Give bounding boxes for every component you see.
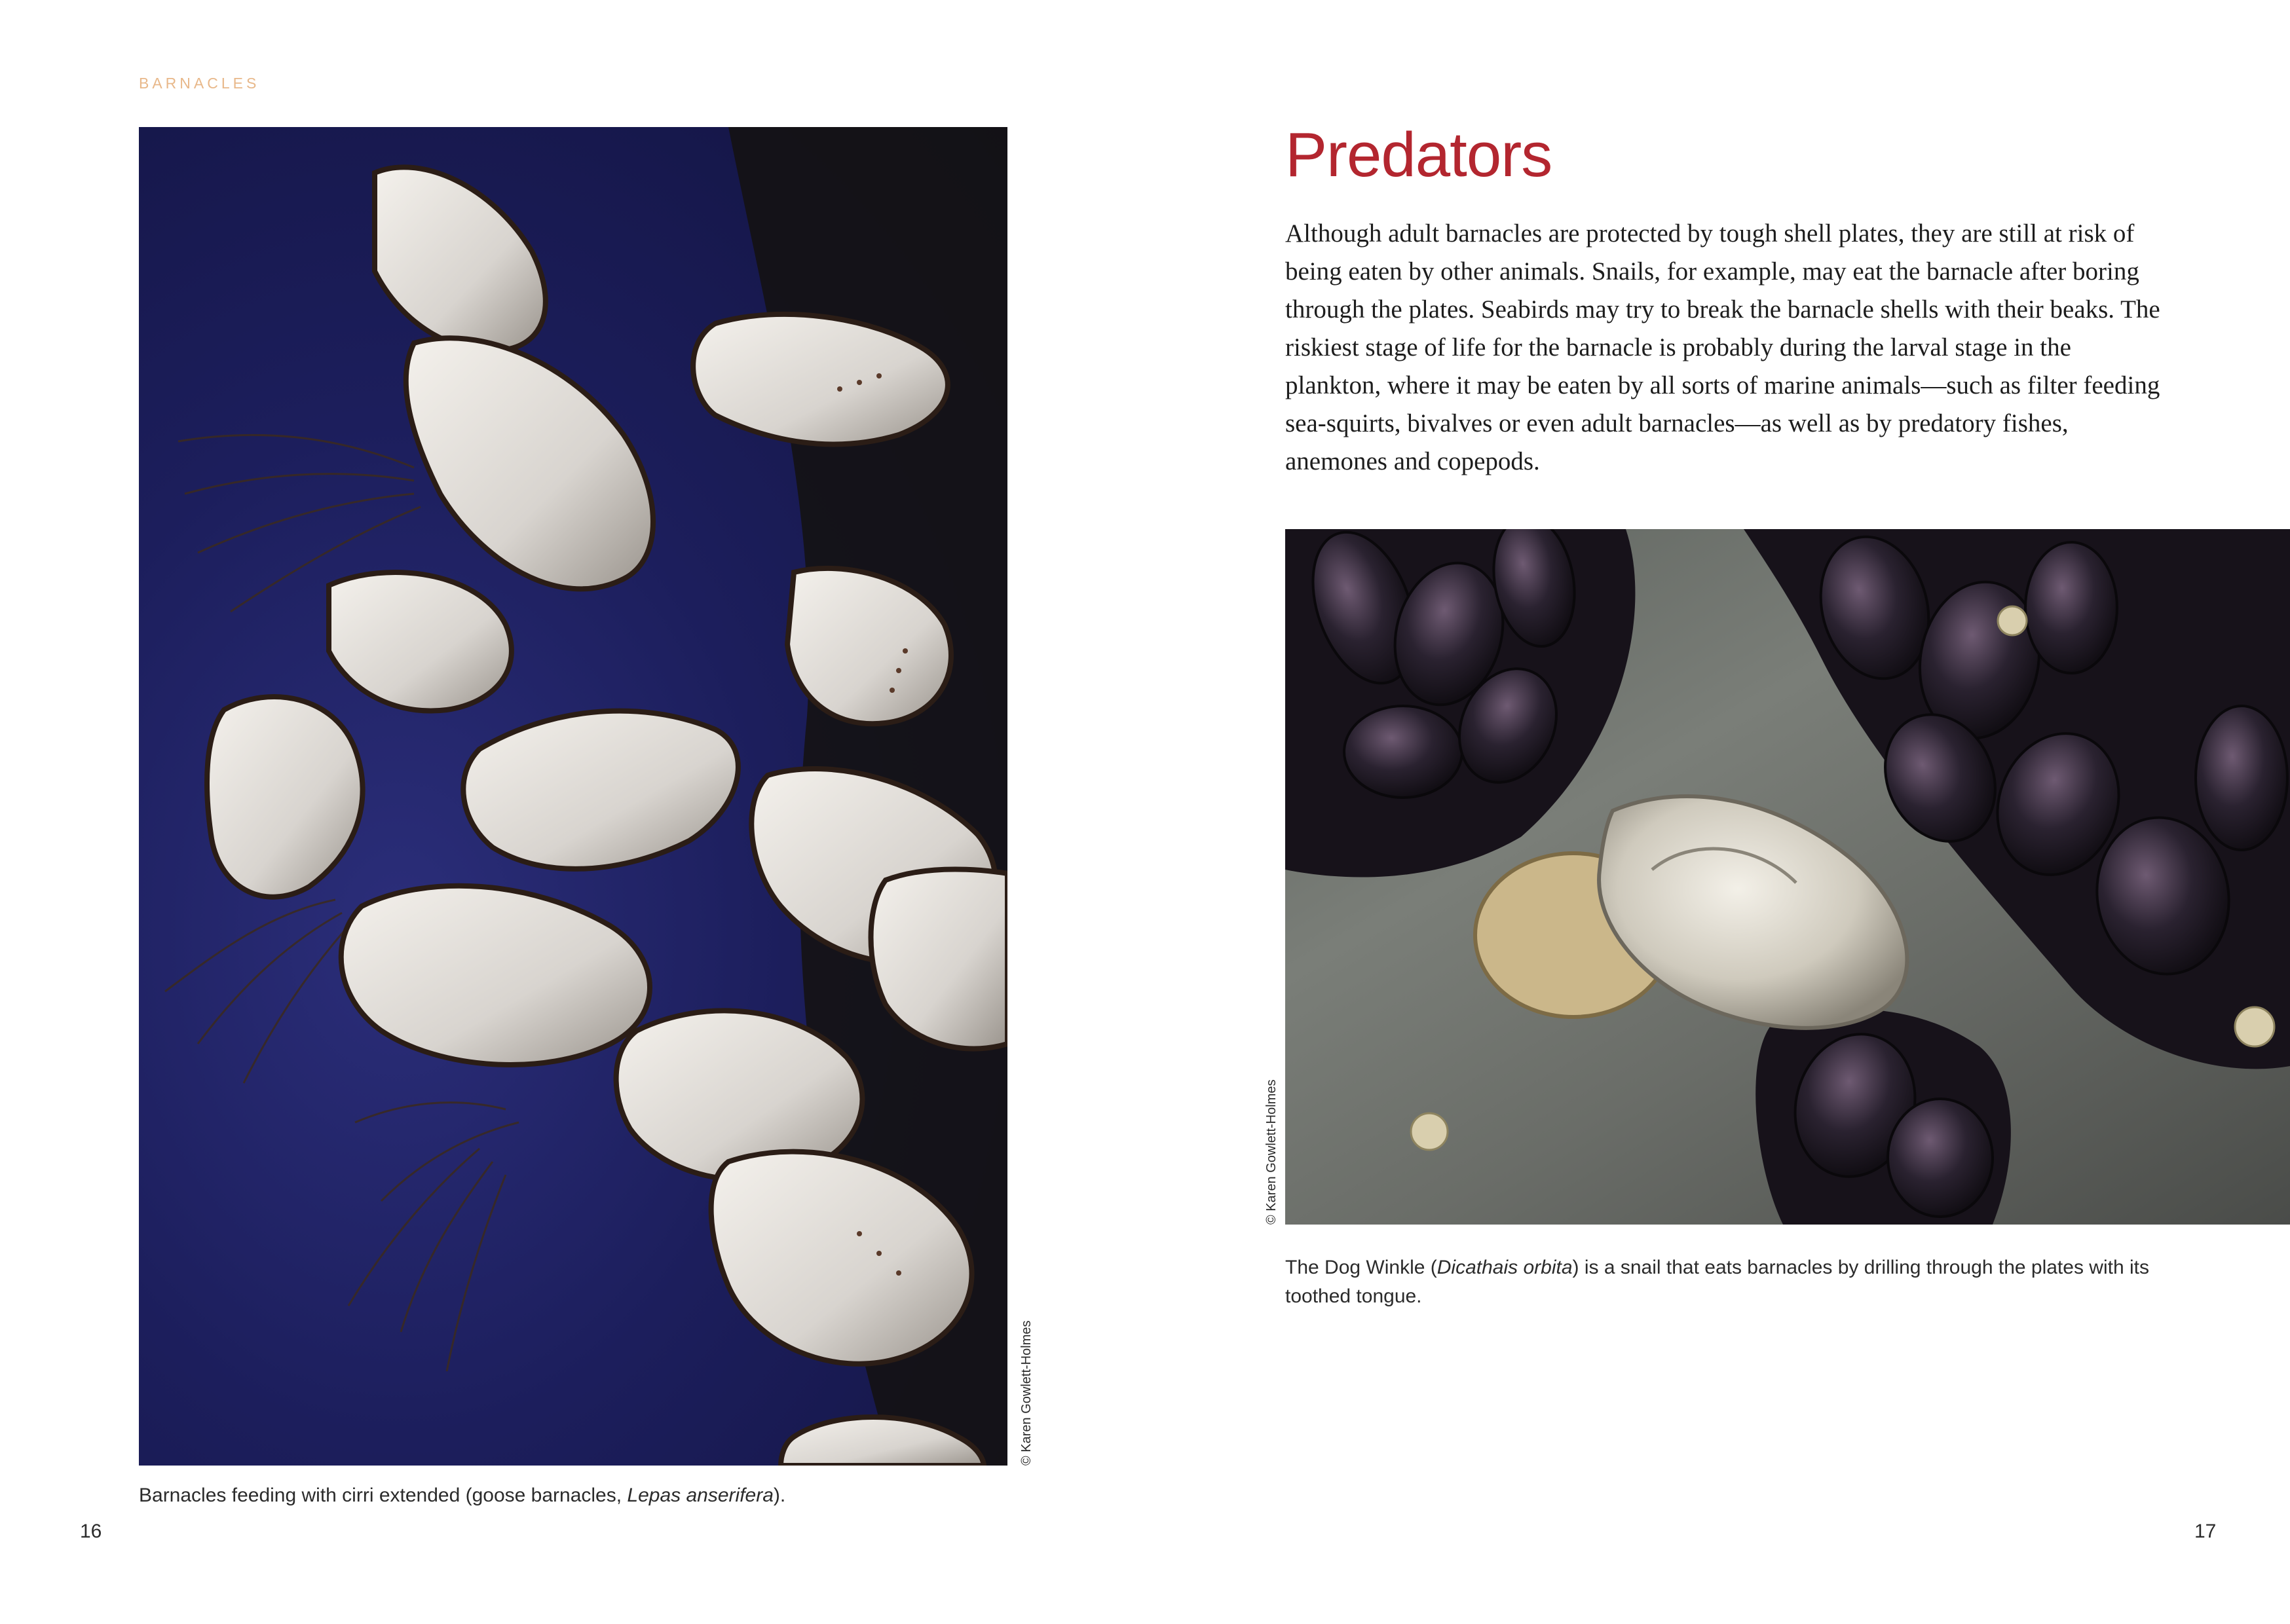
dog-winkle-photo <box>1285 529 2290 1225</box>
photo-credit-right: © Karen Gowlett-Holmes <box>1264 1079 1279 1225</box>
caption-left: Barnacles feeding with cirri extended (goose barnacles, Lepas anserifera). <box>139 1485 786 1506</box>
caption-right: The Dog Winkle (Dicathais orbita) is a snail that eats barnacles by drilling through the plates with its toothed tongue. <box>1285 1257 2149 1307</box>
running-head: BARNACLES <box>139 75 260 92</box>
section-heading: Predators <box>1285 120 1552 190</box>
goose-barnacles-photo <box>139 127 1007 1466</box>
photo-credit-left: © Karen Gowlett-Holmes <box>1019 1320 1034 1466</box>
page-number-right: 17 <box>2194 1521 2217 1542</box>
body-paragraph: Although adult barnacles are protected by tough shell plates, they are still at risk of being eaten by other animals. Snails, for example, may eat the barnacle after boring through the plates. Seabirds may try to break the barnacle shells with their beaks. The riskiest stage of life for the barnacle is probably during the larval stage in the plankton, where it may be eaten by all sorts of marine animals—such as filter feeding sea-squirts, bivalves or even adult barnacles—as well as by predatory fishes, anemones and copepods. <box>1285 219 2160 475</box>
page-number-left: 16 <box>80 1521 102 1542</box>
